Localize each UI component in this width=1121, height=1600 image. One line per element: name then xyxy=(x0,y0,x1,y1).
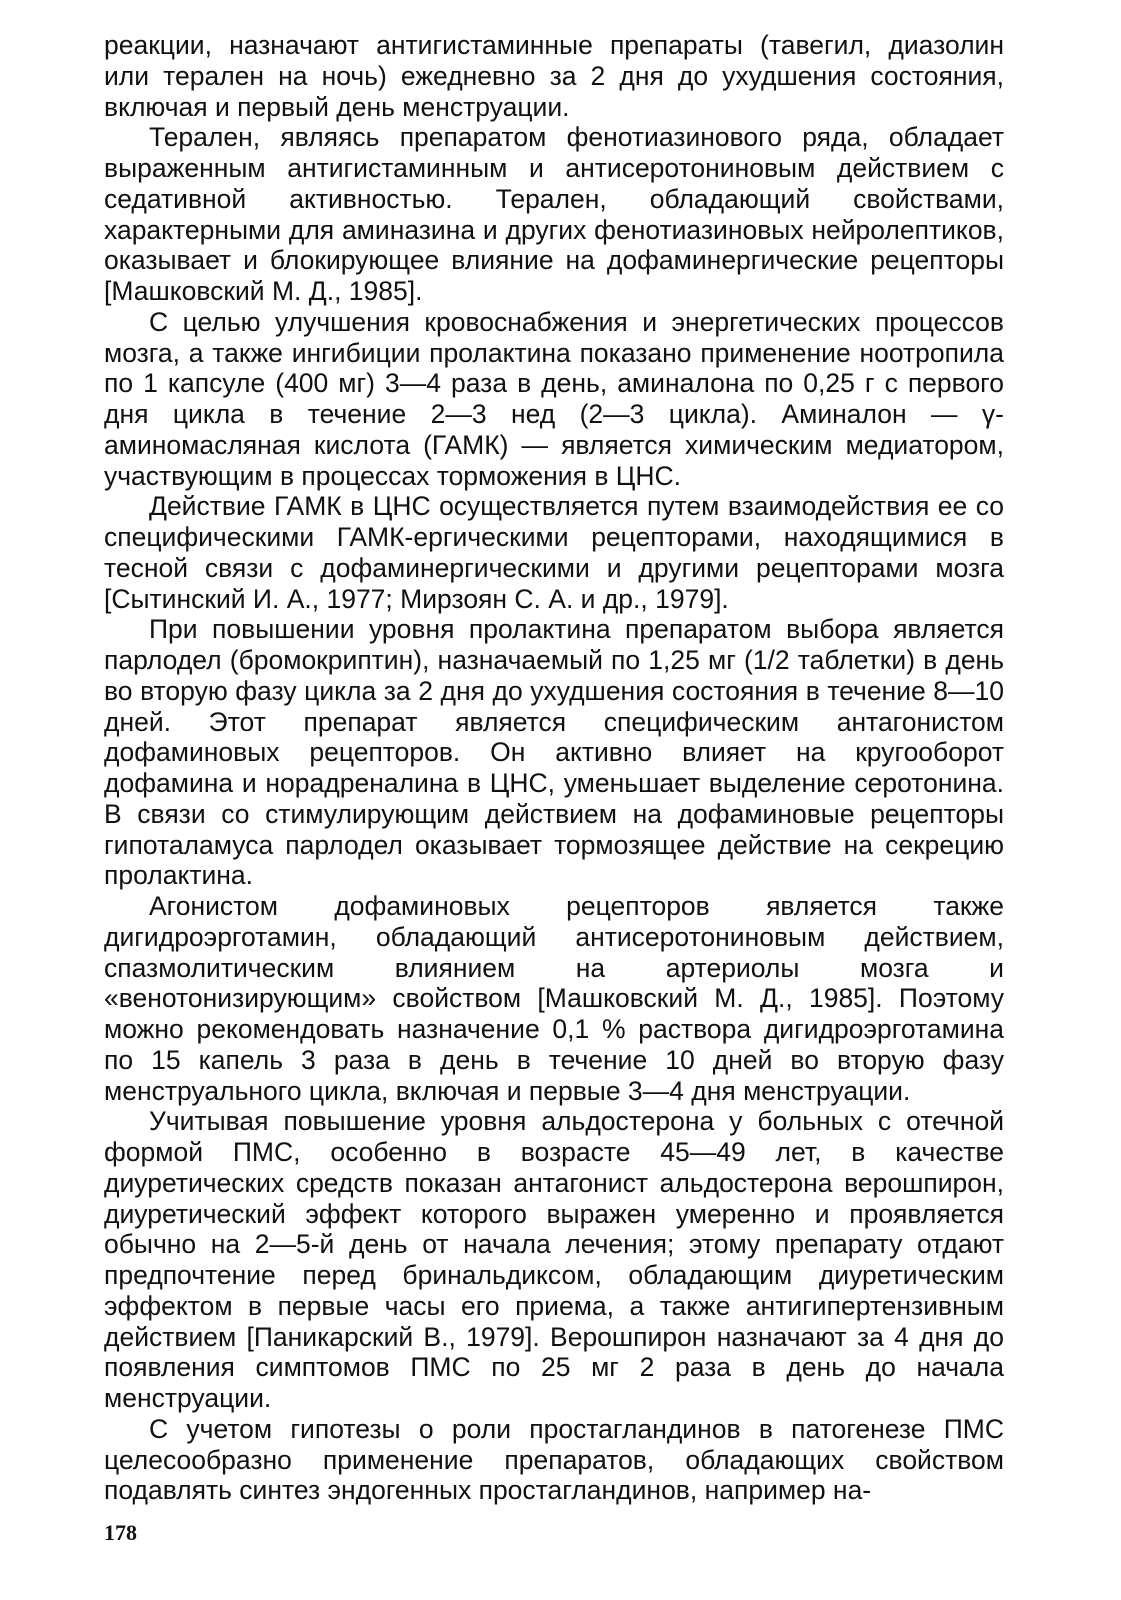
paragraph: Терален, являясь препаратом фенотиазинового ряда, обладает выраженным антигистаминным и антисеротониновым действием с седативной активностью. Терален, обладающий свойствами, характерными для аминазина и других фенотиазиновых нейролептиков, оказывает и блокирующее влияние на дофаминергические рецепторы [Машковский М. Д., 1985]. xyxy=(104,122,1004,306)
paragraph: Учитывая повышение уровня альдостерона у больных с отечной формой ПМС, особенно в возрасте 45—49 лет, в качестве диуретических средств показан антагонист альдостерона верошпирон, диуретический эффект которого выражен умеренно и проявляется обычно на 2—5-й день от начала лечения; этому препарату отдают предпочтение перед бринальдиксом, обладающим диуретическим эффектом в первые часы его приема, а также антигипертензивным действием [Паникарский В., 1979]. Верошпирон назначают за 4 дня до появления симптомов ПМС по 25 мг 2 раза в день до начала менструации. xyxy=(104,1106,1004,1413)
paragraph: С учетом гипотезы о роли простагландинов в патогенезе ПМС целесообразно применение препаратов, обладающих свойством подавлять синтез эндогенных простагландинов, например на- xyxy=(104,1413,1004,1506)
page-text xyxy=(104,30,1004,1506)
paragraph: При повышении уровня пролактина препаратом выбора является парлодел (бромокриптин), назначаемый по 1,25 мг (1/2 таблетки) в день во вторую фазу цикла за 2 дня до ухудшения состояния в течение 8—10 дней. Этот препарат является специфическим антагонистом дофаминовых рецепторов. Он активно влияет на кругооборот дофамина и норадреналина в ЦНС, уменьшает выделение серотонина. В связи со стимулирующим действием на дофаминовые рецепторы гипоталамуса парлодел оказывает тормозящее действие на секрецию пролактина. xyxy=(104,614,1004,891)
paragraph: реакции, назначают антигистаминные препараты (тавегил, диазолин или терален на ночь) ежедневно за 2 дня до ухудшения состояния, включая и первый день менструации. xyxy=(104,30,1004,122)
paragraph: Агонистом дофаминовых рецепторов является также дигидроэрготамин, обладающий антисеротониновым действием, спазмолитическим влиянием на артериолы мозга и «венотонизирующим» свойством [Машковский М. Д., 1985]. Поэтому можно рекомендовать назначение 0,1 % раствора дигидроэрготамина по 15 капель 3 раза в день в течение 10 дней во вторую фазу менструального цикла, включая и первые 3—4 дня менструации. xyxy=(104,891,1004,1106)
page-number: 178 xyxy=(104,1520,137,1545)
paragraph: С целью улучшения кровоснабжения и энергетических процессов мозга, а также ингибиции пролактина показано применение ноотропила по 1 капсуле (400 мг) 3—4 раза в день, аминалона по 0,25 г с первого дня цикла в течение 2—3 нед (2—3 цикла). Аминалон — γ-аминомасляная кислота (ГАМК) — является химическим медиатором, участвующим в процессах торможения в ЦНС. xyxy=(104,306,1004,491)
paragraph: Действие ГАМК в ЦНС осуществляется путем взаимодействия ее со специфическими ГАМК-ергическими рецепторами, находящимися в тесной связи с дофаминергическими и другими рецепторами мозга [Сытинский И. А., 1977; Мирзоян С. А. и др., 1979]. xyxy=(104,491,1004,614)
